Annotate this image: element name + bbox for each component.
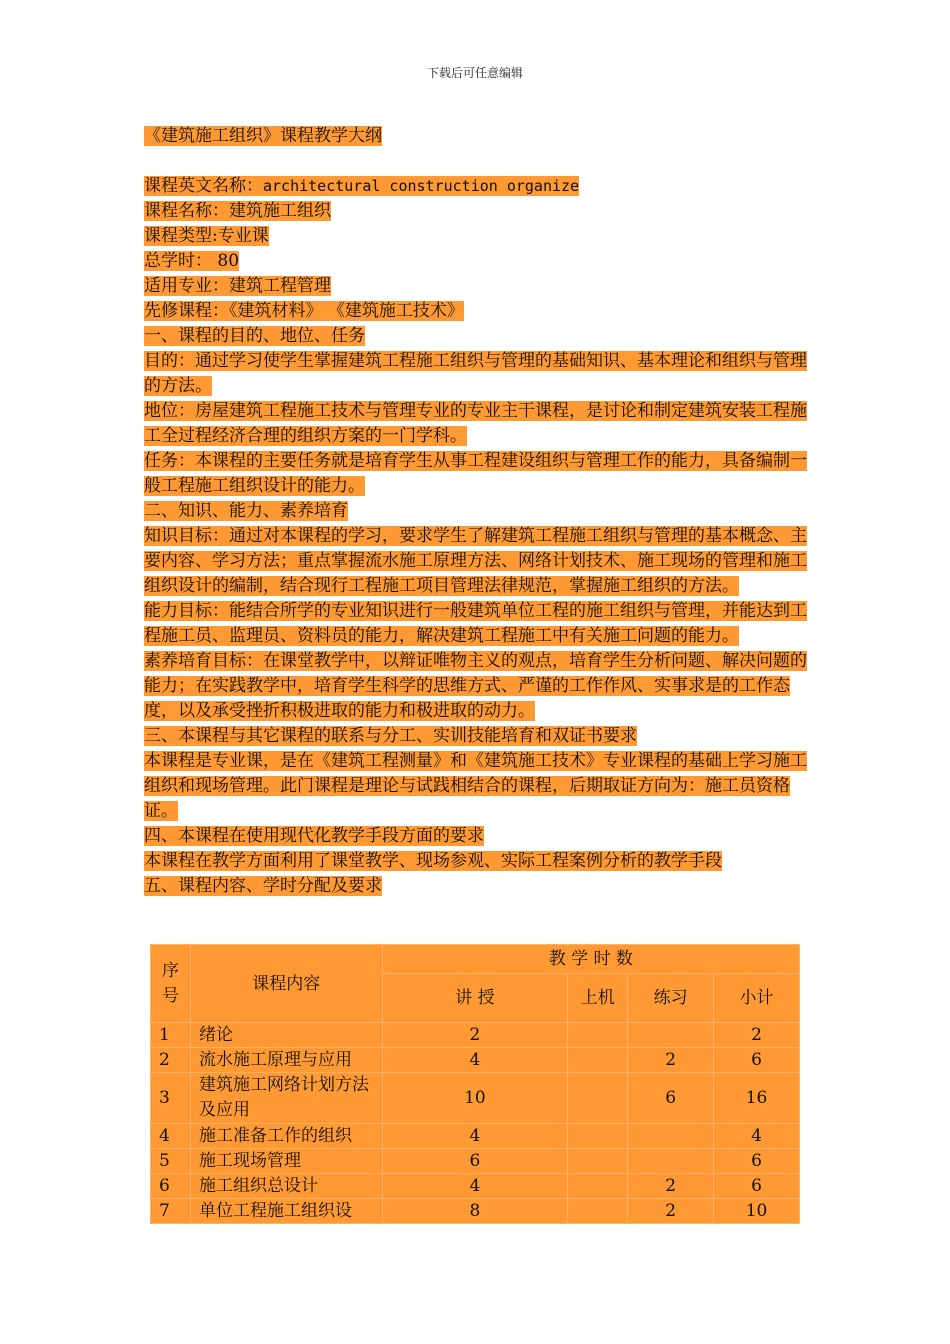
table-row: 3 建筑施工网络计划方法及应用 10 6 16: [151, 1073, 800, 1124]
section-4-heading: 四、本课程在使用现代化教学手段方面的要求: [144, 826, 484, 846]
section-3-heading: 三、本课程与其它课程的联系与分工、实训技能培育和双证书要求: [144, 726, 637, 746]
section-3-text: 本课程是专业课，是在《建筑工程测量》和《建筑施工技术》专业课程的基础上学习施工组织和现场管理。此门课程是理论与试践相结合的课程，后期取证方向为：施工员资格证。: [144, 751, 807, 821]
th-subtotal: 小计: [714, 974, 800, 1023]
table-row: 6 施工组织总设计 4 2 6: [151, 1174, 800, 1199]
doc-title: 《建筑施工组织》课程教学大纲: [144, 126, 382, 146]
info-total-hours: [144, 249, 814, 274]
info-course-name: [144, 199, 814, 224]
th-computer: 上机: [568, 974, 628, 1023]
section-2-knowledge: 知识目标：通过对本课程的学习，要求学生了解建筑工程施工组织与管理的基本概念、主要内容、学习方法；重点掌握流水施工原理方法、网络计划技术、施工现场的管理和施工组织设计的编制，结合现行工程施工项目管理法律规范，掌握施工组织的方法。: [144, 526, 807, 596]
info-label: 课程类型:: [144, 226, 218, 246]
th-seq: 序号: [151, 945, 191, 1023]
header-note: 下载后可任意编辑: [426, 66, 523, 80]
info-value: 建筑工程管理: [229, 276, 331, 296]
info-label: 适用专业：: [144, 276, 229, 296]
info-course-type: [144, 224, 814, 249]
info-english-name: [144, 174, 814, 199]
info-label: 先修课程：: [144, 301, 229, 321]
info-value: 建筑施工组织: [229, 201, 331, 221]
table-row: 4 施工准备工作的组织 4 4: [151, 1124, 800, 1149]
info-value: 《建筑材料》 《建筑施工技术》: [229, 301, 464, 321]
document-body: [144, 124, 814, 899]
th-lecture: 讲 授: [382, 974, 568, 1023]
table-row: 2 流水施工原理与应用 4 2 6: [151, 1048, 800, 1073]
info-label: 课程英文名称：: [144, 176, 263, 196]
table-row: 1 绪论 2 2: [151, 1023, 800, 1048]
info-label: 课程名称：: [144, 201, 229, 221]
table-row: 5 施工现场管理 6 6: [151, 1149, 800, 1174]
section-4-text: 本课程在教学方面利用了课堂教学、现场参观、实际工程案例分析的教学手段: [144, 851, 722, 871]
section-1-purpose: 目的：通过学习使学生掌握建筑工程施工组织与管理的基础知识、基本理论和组织与管理的方法。: [144, 351, 807, 396]
section-5-heading: 五、课程内容、学时分配及要求: [144, 876, 382, 896]
info-prerequisite: [144, 299, 814, 324]
section-2-ability: 能力目标：能结合所学的专业知识进行一般建筑单位工程的施工组织与管理，并能达到工程施工员、监理员、资料员的能力，解决建筑工程施工中有关施工问题的能力。: [144, 601, 807, 646]
doc-title-line: [144, 124, 814, 149]
table-row: 7 单位工程施工组织设 8 2 10: [151, 1199, 800, 1224]
section-1-heading: 一、课程的目的、地位、任务: [144, 326, 365, 346]
hours-table: [150, 944, 800, 1224]
th-hours-group: 教 学 时 数: [382, 945, 799, 974]
section-1-task: 任务：本课程的主要任务就是培育学生从事工程建设组织与管理工作的能力，具备编制一般工程施工组织设计的能力。: [144, 451, 807, 496]
info-value: 专业课: [217, 226, 269, 246]
section-1-position: 地位：房屋建筑工程施工技术与管理专业的专业主干课程，是讨论和制定建筑安装工程施工全过程经济合理的组织方案的一门学科。: [144, 401, 807, 446]
info-major: [144, 274, 814, 299]
table-header-row: [151, 945, 800, 974]
section-2-quality: 素养培育目标：在课堂教学中，以辩证唯物主义的观点，培育学生分析问题、解决问题的能力；在实践教学中，培育学生科学的思维方式、严谨的工作作风、实事求是的工作态度，以及承受挫折积极进取的能力和极进取的动力。: [144, 651, 807, 721]
section-2-heading: 二、知识、能力、素养培育: [144, 501, 348, 521]
th-content: 课程内容: [190, 945, 382, 1023]
info-label: 总学时：: [144, 251, 212, 271]
info-value: architectural construction organize: [263, 177, 580, 195]
th-practice: 练习: [628, 974, 714, 1023]
info-value: 80: [212, 251, 240, 271]
